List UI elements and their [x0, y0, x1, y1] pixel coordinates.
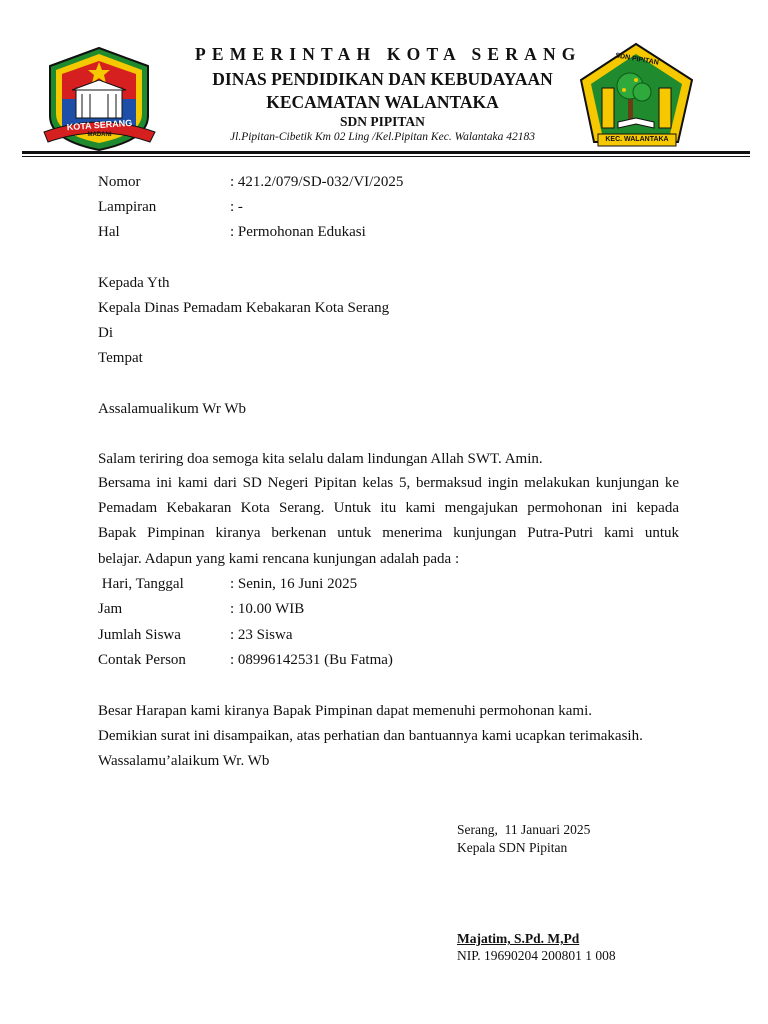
- detail-label-contact: Contak Person: [98, 652, 186, 668]
- logo-ribbon-text: KOTA SERANG: [66, 117, 133, 133]
- closing-line-3: Wassalamu’alaikum Wr. Wb: [98, 753, 270, 769]
- sdn-pipitan-logo: [578, 42, 695, 150]
- field-label-lampiran: Lampiran: [98, 199, 157, 215]
- detail-label-time: Jam: [98, 601, 123, 617]
- letterhead-divider-thick: [22, 151, 750, 154]
- field-label-hal: Hal: [98, 224, 120, 240]
- detail-label-students: Jumlah Siswa: [98, 627, 181, 643]
- body-line-5: belajar. Adapun yang kami rencana kunjungan adalah pada :: [98, 551, 460, 567]
- signature-nip: NIP. 19690204 200801 1 008: [457, 948, 616, 963]
- letterhead-address: Jl.Pipitan-Cibetik Km 02 Ling /Kel.Pipitan Kec. Walantaka 42183: [230, 131, 535, 143]
- field-value-hal: : Permohonan Edukasi: [230, 224, 366, 240]
- logo-bottom-text: KEC. WALANTAKA: [605, 136, 669, 143]
- closing-line-1: Besar Harapan kami kiranya Bapak Pimpinan dapat memenuhi permohonan kami.: [98, 703, 593, 719]
- recipient-line-1: Kepada Yth: [98, 275, 170, 291]
- body-line-4: Bapak Pimpinan kiranya berkenan untuk menerima kunjungan Putra-Putri kami untuk: [98, 525, 679, 541]
- kota-serang-logo: [42, 44, 157, 152]
- detail-value-students: : 23 Siswa: [230, 627, 293, 643]
- recipient-line-3: Di: [98, 325, 113, 341]
- logo-top-text: SDN PIPITAN: [614, 52, 660, 67]
- recipient-line-2: Kepala Dinas Pemadam Kebakaran Kota Serang: [98, 300, 390, 316]
- greeting: Assalamualikum Wr Wb: [98, 401, 246, 417]
- logo-motto-text: MADANI: [87, 132, 112, 138]
- body-line-3: Pemadam Kebakaran Kota Serang. Untuk itu kami mengajukan permohonan ini kepada: [98, 500, 679, 516]
- letterhead-district: KECAMATAN WALANTAKA: [266, 92, 499, 112]
- letterhead-government: PEMERINTAH KOTA SERANG: [195, 44, 582, 64]
- letterhead-school: SDN PIPITAN: [340, 114, 425, 129]
- detail-value-contact: : 08996142531 (Bu Fatma): [230, 652, 393, 668]
- letterhead-divider-thin: [22, 156, 750, 157]
- body-line-2: Bersama ini kami dari SD Negeri Pipitan kelas 5, bermaksud ingin melakukan kunjungan ke: [98, 475, 679, 491]
- detail-value-time: : 10.00 WIB: [230, 601, 305, 617]
- letterhead-department: DINAS PENDIDIKAN DAN KEBUDAYAAN: [212, 69, 553, 89]
- signature-name: Majatim, S.Pd. M,Pd: [457, 931, 580, 946]
- body-line-1: Salam teriring doa semoga kita selalu dalam lindungan Allah SWT. Amin.: [98, 451, 543, 467]
- field-label-nomor: Nomor: [98, 174, 141, 190]
- field-value-lampiran: : -: [230, 199, 243, 215]
- signature-place-date: Serang, 11 Januari 2025: [457, 822, 591, 837]
- recipient-line-4: Tempat: [98, 350, 143, 366]
- detail-label-date: Hari, Tanggal: [98, 576, 184, 592]
- detail-value-date: : Senin, 16 Juni 2025: [230, 576, 358, 592]
- closing-line-2: Demikian surat ini disampaikan, atas perhatian dan bantuannya kami ucapkan terimakasih.: [98, 728, 643, 744]
- field-value-nomor: : 421.2/079/SD-032/VI/2025: [230, 174, 404, 190]
- signature-position: Kepala SDN Pipitan: [457, 840, 568, 855]
